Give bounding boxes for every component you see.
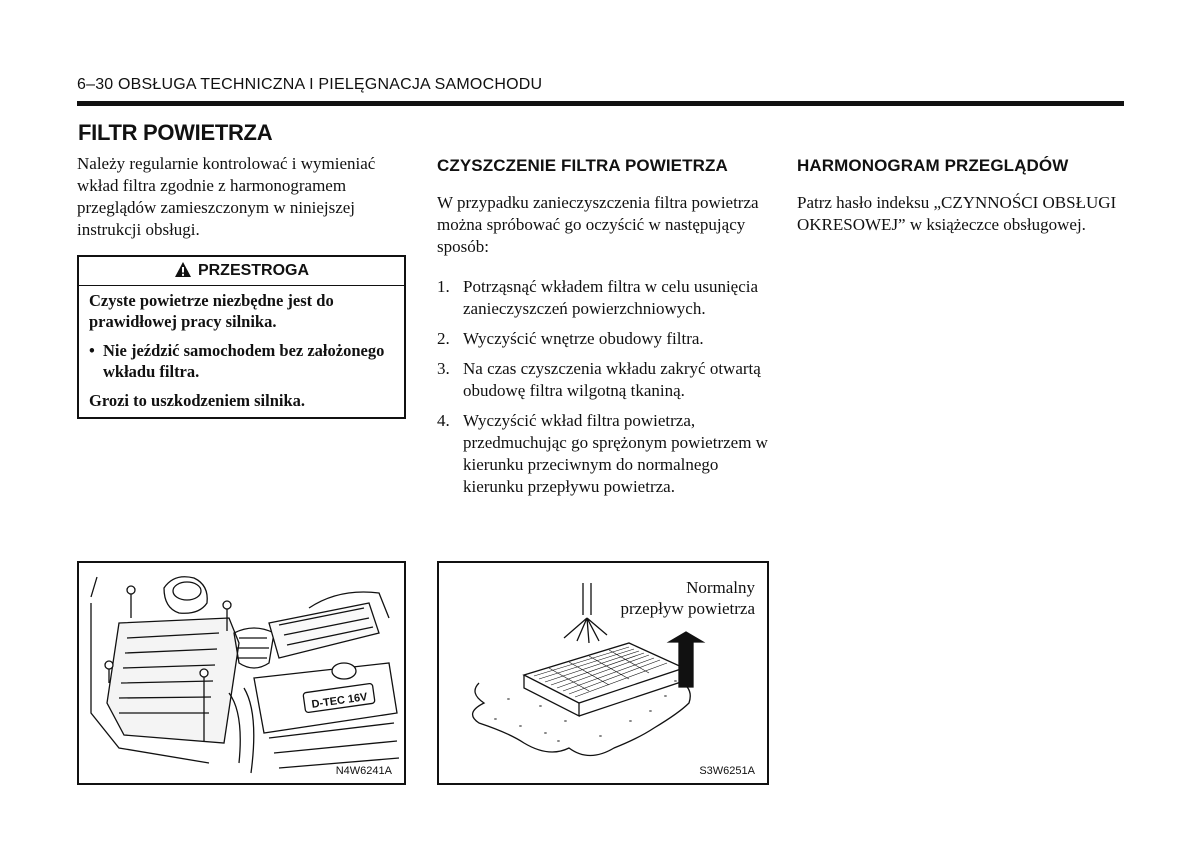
warning-header	[79, 257, 404, 286]
warning-box	[77, 255, 406, 419]
cleaning-heading: CZYSZCZENIE FILTRA POWIETRZA	[437, 156, 728, 175]
svg-text:=: =	[664, 694, 667, 700]
svg-text:=: =	[649, 709, 652, 715]
svg-text:=: =	[674, 679, 677, 685]
step-number: 2.	[437, 329, 450, 348]
warning-body	[79, 286, 404, 411]
step-number: 4.	[437, 411, 450, 430]
header-rule	[77, 101, 1124, 106]
step-item	[437, 410, 772, 498]
step-number: 1.	[437, 277, 450, 296]
step-item	[437, 276, 772, 320]
section-title: FILTR POWIETRZA	[78, 120, 273, 145]
svg-text:=: =	[494, 717, 497, 723]
step-number: 3.	[437, 359, 450, 378]
engine-bay-figure	[77, 561, 406, 785]
schedule-text: Patrz hasło indeksu „CZYNNOŚCI OBSŁUGI OKRESOWEJ” w książeczce obsługowej.	[797, 193, 1117, 234]
figure-code: N4W6241A	[335, 765, 392, 777]
column-left	[77, 153, 407, 241]
cleaning-steps	[437, 276, 772, 498]
svg-text:=: =	[507, 697, 510, 703]
step-text: Potrząsnąć wkładem filtra w celu usunięcia zanieczyszczeń powierzchniowych.	[463, 277, 759, 318]
svg-text:=: =	[599, 734, 602, 740]
warning-consequence: Grozi to uszkodzeniem silnika.	[89, 391, 306, 410]
warning-bullet-text: Nie jeździć samochodem bez założonego wkładu filtra.	[103, 341, 385, 381]
step-text: Na czas czyszczenia wkładu zakryć otwartą obudowę filtra wilgotną tkaniną.	[463, 359, 761, 400]
engine-cover-text: D-TEC 16V	[310, 691, 369, 711]
svg-text:=: =	[539, 704, 542, 710]
schedule-heading: HARMONOGRAM PRZEGLĄDÓW	[797, 156, 1069, 175]
warning-line: Czyste powietrze niezbędne jest do prawidłowej pracy silnika.	[89, 291, 334, 331]
svg-text:=: =	[557, 739, 560, 745]
column-middle	[437, 153, 772, 506]
column-right	[797, 153, 1127, 236]
airflow-label-line2: przepływ powietrza	[620, 599, 755, 618]
svg-text:=: =	[629, 719, 632, 725]
step-text: Wyczyścić wkład filtra powietrza, przedmuchując go sprężonym powietrzem w kierunku przeciwnym do normalnego kierunku przepływu powietrza.	[463, 411, 768, 496]
page-header: 6–30 OBSŁUGA TECHNICZNA I PIELĘGNACJA SAMOCHODU	[77, 76, 543, 93]
engine-bay-illustration	[79, 563, 404, 783]
svg-text:=: =	[519, 724, 522, 730]
step-item	[437, 328, 772, 350]
warning-bullet	[89, 340, 394, 382]
step-text: Wyczyścić wnętrze obudowy filtra.	[463, 329, 704, 348]
airflow-label-line1: Normalny	[686, 578, 755, 597]
airflow-label	[620, 577, 755, 619]
svg-text:=: =	[564, 719, 567, 725]
step-item	[437, 358, 772, 402]
warning-title: PRZESTROGA	[197, 262, 310, 279]
warning-triangle-icon	[174, 261, 192, 278]
intro-paragraph: Należy regularnie kontrolować i wymieniać wkład filtra zgodnie z harmonogramem przeglądów zamieszczonym w niniejszej instrukcji obsługi.	[77, 154, 376, 239]
svg-text:=: =	[544, 731, 547, 737]
filter-cleaning-figure	[437, 561, 769, 785]
bullet-dot: •	[89, 341, 95, 360]
figure-code: S3W6251A	[699, 765, 755, 777]
cleaning-intro: W przypadku zanieczyszczenia filtra powietrza można spróbować go oczyścić w następujący sposób:	[437, 193, 759, 256]
